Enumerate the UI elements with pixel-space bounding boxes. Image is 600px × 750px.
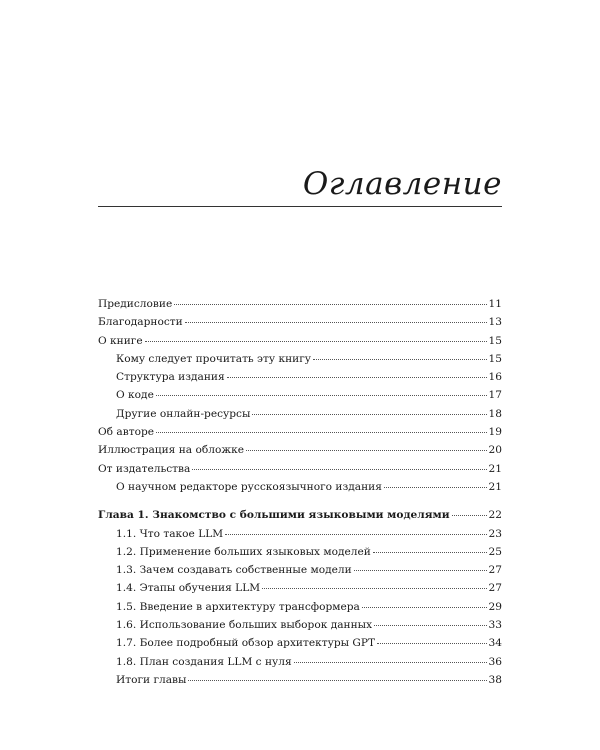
toc-entry-label: 1.7. Более подробный обзор архитектуры GPT bbox=[116, 637, 376, 650]
toc-entry-label: О коде bbox=[116, 389, 154, 402]
dot-leader bbox=[188, 680, 486, 681]
toc-entry-section-1-2[interactable] bbox=[98, 546, 502, 564]
toc-entry-page: 38 bbox=[488, 673, 502, 686]
toc-entry-page: 29 bbox=[488, 600, 502, 613]
dot-leader bbox=[362, 607, 487, 608]
toc-entry-page: 15 bbox=[488, 334, 502, 347]
dot-leader bbox=[227, 377, 487, 378]
toc-entry-page: 11 bbox=[488, 298, 502, 310]
toc-entry-page: 15 bbox=[488, 352, 502, 365]
toc-entry-label: Предисловие bbox=[98, 298, 173, 310]
toc-entry-page: 13 bbox=[488, 316, 502, 329]
toc-entry-label: О научном редакторе русскоязычного издания bbox=[116, 480, 382, 493]
toc-entry-label: 1.6. Использование больших выборок данных bbox=[116, 619, 373, 632]
toc-entry-page: 33 bbox=[488, 619, 502, 632]
toc-entry-label: Структура издания bbox=[116, 371, 225, 384]
table-of-contents bbox=[98, 298, 502, 692]
toc-entry-page: 18 bbox=[488, 407, 502, 420]
toc-entry-section-1-3[interactable] bbox=[98, 564, 502, 582]
toc-entry-section-1-6[interactable] bbox=[98, 619, 502, 637]
toc-entry-who-should-read[interactable] bbox=[98, 353, 502, 371]
toc-entry-page: 21 bbox=[488, 462, 502, 475]
toc-entry-label: 1.2. Применение больших языковых моделей bbox=[116, 545, 371, 558]
dot-leader bbox=[252, 414, 486, 415]
toc-entry-label: Об авторе bbox=[98, 426, 154, 439]
toc-entry-label: Кому следует прочитать эту книгу bbox=[116, 352, 311, 365]
toc-entry-label: От издательства bbox=[98, 462, 191, 475]
dot-leader bbox=[373, 552, 487, 553]
dot-leader bbox=[145, 341, 487, 342]
toc-entry-about-author[interactable] bbox=[98, 426, 502, 444]
dot-leader bbox=[262, 588, 486, 589]
toc-entry-label: Глава 1. Знакомство с большими языковыми моделями bbox=[98, 509, 450, 522]
dot-leader bbox=[174, 304, 486, 305]
dot-leader bbox=[377, 643, 486, 644]
toc-entry-page: 25 bbox=[488, 545, 502, 558]
dot-leader bbox=[354, 570, 487, 571]
toc-entry-page: 21 bbox=[488, 480, 502, 493]
toc-entry-cover-illustration[interactable] bbox=[98, 444, 502, 462]
dot-leader bbox=[156, 395, 487, 396]
toc-entry-label: Другие онлайн-ресурсы bbox=[116, 407, 251, 420]
toc-entry-label: 1.8. План создания LLM с нуля bbox=[116, 655, 292, 668]
dot-leader bbox=[294, 662, 487, 663]
toc-entry-acknowledgements[interactable] bbox=[98, 316, 502, 334]
toc-entry-about-code[interactable] bbox=[98, 389, 502, 407]
dot-leader bbox=[374, 625, 486, 626]
toc-entry-scientific-editor[interactable] bbox=[98, 481, 502, 499]
dot-leader bbox=[246, 450, 487, 451]
toc-entry-page: 23 bbox=[488, 527, 502, 540]
dot-leader bbox=[225, 534, 486, 535]
toc-entry-page: 34 bbox=[488, 637, 502, 650]
toc-entry-page: 19 bbox=[488, 426, 502, 439]
page-title: Оглавление bbox=[302, 166, 502, 202]
toc-entry-section-1-4[interactable] bbox=[98, 582, 502, 600]
toc-entry-chapter-1[interactable] bbox=[98, 509, 502, 527]
toc-entry-label: Благодарности bbox=[98, 316, 183, 329]
toc-entry-label: 1.5. Введение в архитектуру трансформера bbox=[116, 600, 360, 613]
dot-leader bbox=[384, 487, 487, 488]
toc-entry-page: 36 bbox=[488, 655, 502, 668]
dot-leader bbox=[313, 359, 487, 360]
toc-entry-label: Итоги главы bbox=[116, 673, 187, 686]
toc-entry-page: 22 bbox=[488, 509, 502, 522]
dot-leader bbox=[452, 515, 487, 516]
toc-spacer bbox=[98, 499, 502, 509]
toc-entry-page: 27 bbox=[488, 582, 502, 595]
toc-entry-about-book[interactable] bbox=[98, 335, 502, 353]
toc-entry-label: О книге bbox=[98, 334, 143, 347]
toc-entry-section-1-1[interactable] bbox=[98, 528, 502, 546]
toc-entry-structure[interactable] bbox=[98, 371, 502, 389]
toc-entry-label: 1.1. Что такое LLM bbox=[116, 527, 224, 540]
toc-entry-page: 20 bbox=[488, 444, 502, 457]
toc-entry-from-publisher[interactable] bbox=[98, 463, 502, 481]
dot-leader bbox=[156, 432, 487, 433]
dot-leader bbox=[185, 322, 487, 323]
toc-entry-label: 1.3. Зачем создавать собственные модели bbox=[116, 564, 352, 577]
toc-entry-preface[interactable] bbox=[98, 298, 502, 316]
toc-entry-section-1-5[interactable] bbox=[98, 601, 502, 619]
toc-entry-online-resources[interactable] bbox=[98, 408, 502, 426]
toc-entry-chapter-summary[interactable] bbox=[98, 674, 502, 692]
toc-entry-page: 16 bbox=[488, 371, 502, 384]
toc-entry-section-1-8[interactable] bbox=[98, 656, 502, 674]
title-divider bbox=[98, 206, 502, 207]
toc-entry-label: 1.4. Этапы обучения LLM bbox=[116, 582, 261, 595]
dot-leader bbox=[192, 469, 486, 470]
toc-entry-page: 27 bbox=[488, 564, 502, 577]
toc-entry-label: Иллюстрация на обложке bbox=[98, 444, 244, 457]
toc-entry-page: 17 bbox=[488, 389, 502, 402]
toc-entry-section-1-7[interactable] bbox=[98, 637, 502, 655]
